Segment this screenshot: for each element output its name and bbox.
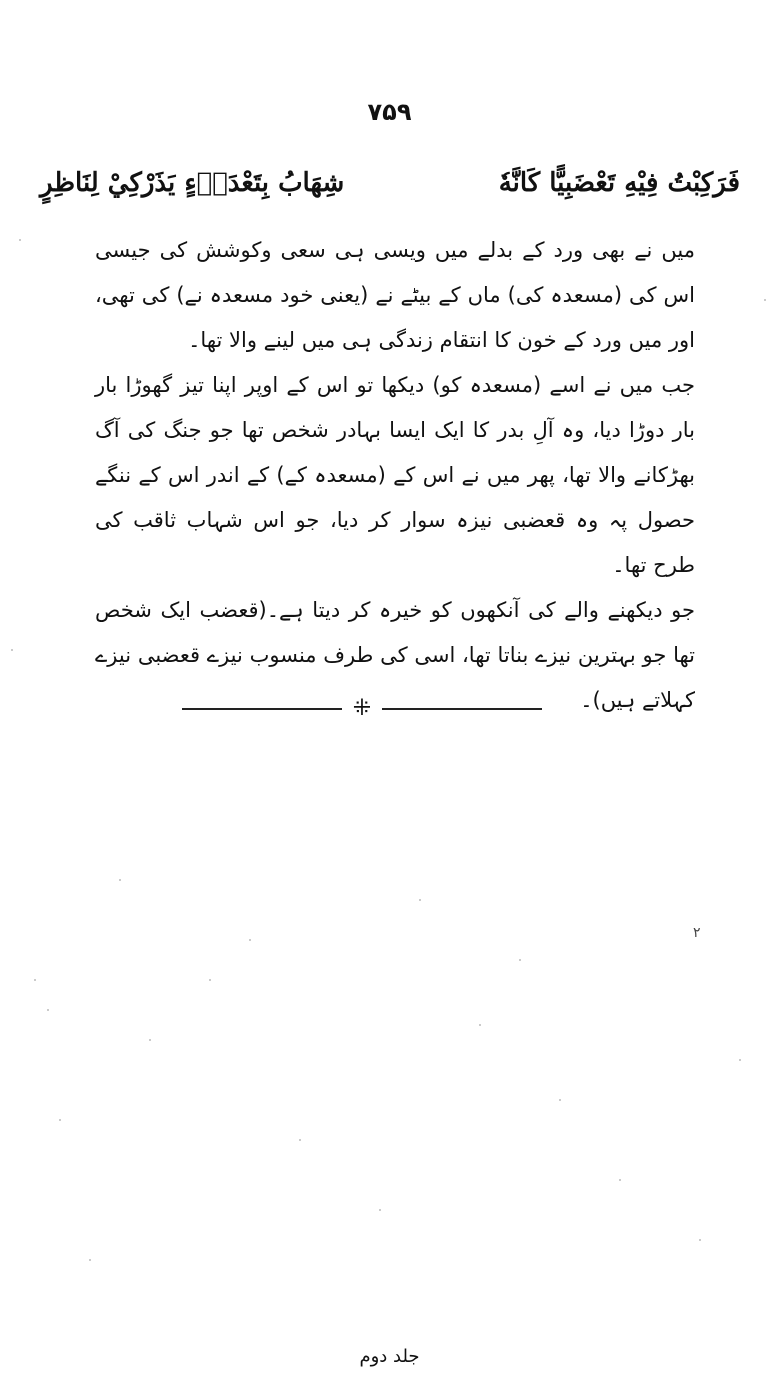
divider-line-right bbox=[382, 708, 542, 710]
paragraph-1: میں نے بھی ورد کے بدلے میں ویسی ہی سعی وکوشش کی جیسی اس کی (مسعدہ کی) ماں کے بیٹے نے (یعنی خود مسعدہ نے) کی تھی، اور میں ورد کے خون کا انتقام زندگی ہی میں لینے والا تھا۔ bbox=[95, 238, 695, 352]
paragraph-3: جو دیکھنے والے کی آنکھوں کو خیرہ کر دیتا ہے۔(قعضب ایک شخص تھا جو بہترین نیزے بناتا تھا، اسی کی طرف منسوب نیزے قعضبی نیزے کہلاتے ہیں)۔ bbox=[95, 598, 695, 712]
volume-footer: جلد دوم bbox=[359, 1346, 420, 1367]
verse-right-hemistich: فَرَكِبْتُ فِيْهِ تَعْضَبِيًّا كَانَّهٗ bbox=[498, 168, 740, 198]
urdu-translation bbox=[95, 228, 695, 723]
paragraph-2: جب میں نے اسے (مسعدہ کو) دیکھا تو اس کے اوپر اپنا تیز گھوڑا بار بار دوڑا دیا، وہ آلِ بدر کا ایک ایسا بہادر شخص تھا جو جنگ کی آگ بھڑکانے والا تھا، پھر میں نے اس کے (مسعدہ کے) کے اندر اس کے ننگے حصول پہ وہ قعضبی نیزہ سوار کر دیا، جو اس شہاب ثاقب کی طرح تھا۔ bbox=[95, 373, 695, 577]
divider-flourish-icon: ⁜ bbox=[352, 696, 372, 721]
margin-mark: ۲ bbox=[693, 925, 701, 941]
divider-line-left bbox=[182, 708, 342, 710]
section-divider-ornament bbox=[182, 694, 542, 724]
page-number: ۷۵۹ bbox=[367, 98, 412, 126]
verse-left-hemistich: شِهَابُ بِتَعْدَاۤءٍ يَذَرْكِيْ لِنَاظِرٍ bbox=[40, 168, 345, 198]
arabic-verse bbox=[40, 158, 740, 208]
